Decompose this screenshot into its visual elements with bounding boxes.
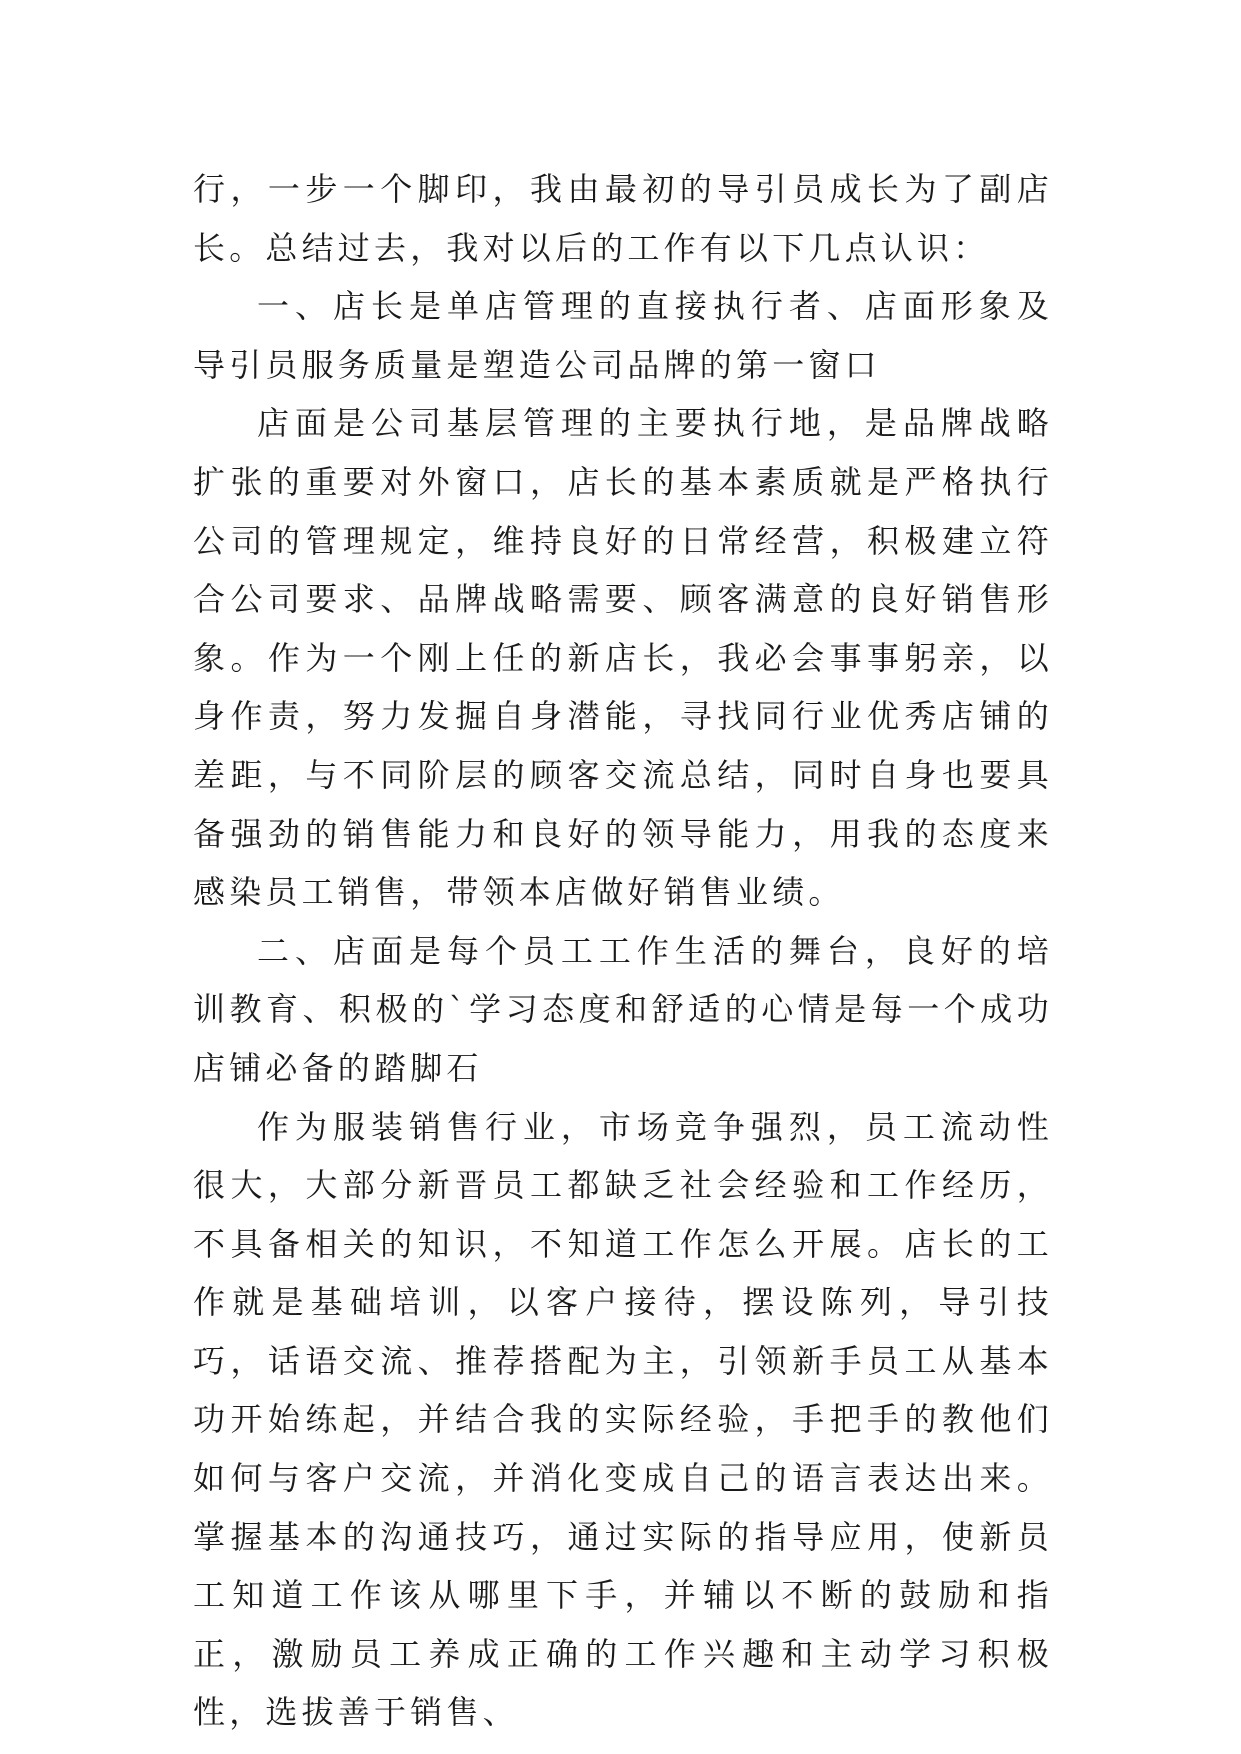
paragraph-store-management: 店面是公司基层管理的主要执行地，是品牌战略扩张的重要对外窗口，店长的基本素质就是严格执行公司的管理规定，维持良好的日常经营，积极建立符合公司要求、品牌战略需要、顾客满意的良好销售形象。作为一个刚上任的新店长，我必会事事躬亲，以身作责，努力发掘自身潜能，寻找同行业优秀店铺的差距，与不同阶层的顾客交流总结，同时自身也要具备强劲的销售能力和良好的领导能力，用我的态度来感染员工销售，带领本店做好销售业绩。 (193, 404, 1053, 912)
section-heading-two: 二、店面是每个员工工作生活的舞台，良好的培训教育、积极的`学习态度和舒适的心情是每一个成功店铺必备的踏脚石 (193, 931, 1053, 1087)
document-body (193, 160, 1053, 1742)
paragraph-continuation: 行，一步一个脚印，我由最初的导引员成长为了副店长。总结过去，我对以后的工作有以下几点认识： (193, 170, 1053, 267)
section-heading-one: 一、店长是单店管理的直接执行者、店面形象及导引员服务质量是塑造公司品牌的第一窗口 (193, 287, 1053, 384)
paragraph-staff-training: 作为服装销售行业，市场竞争强烈，员工流动性很大，大部分新晋员工都缺乏社会经验和工作经历，不具备相关的知识，不知道工作怎么开展。店长的工作就是基础培训，以客户接待，摆设陈列，导引技巧，话语交流、推荐搭配为主，引领新手员工从基本功开始练起，并结合我的实际经验，手把手的教他们如何与客户交流，并消化变成自己的语言表达出来。掌握基本的沟通技巧，通过实际的指导应用，使新员工知道工作该从哪里下手，并辅以不断的鼓励和指正，激励员工养成正确的工作兴趣和主动学习积极性，选拔善于销售、 (193, 1107, 1053, 1732)
